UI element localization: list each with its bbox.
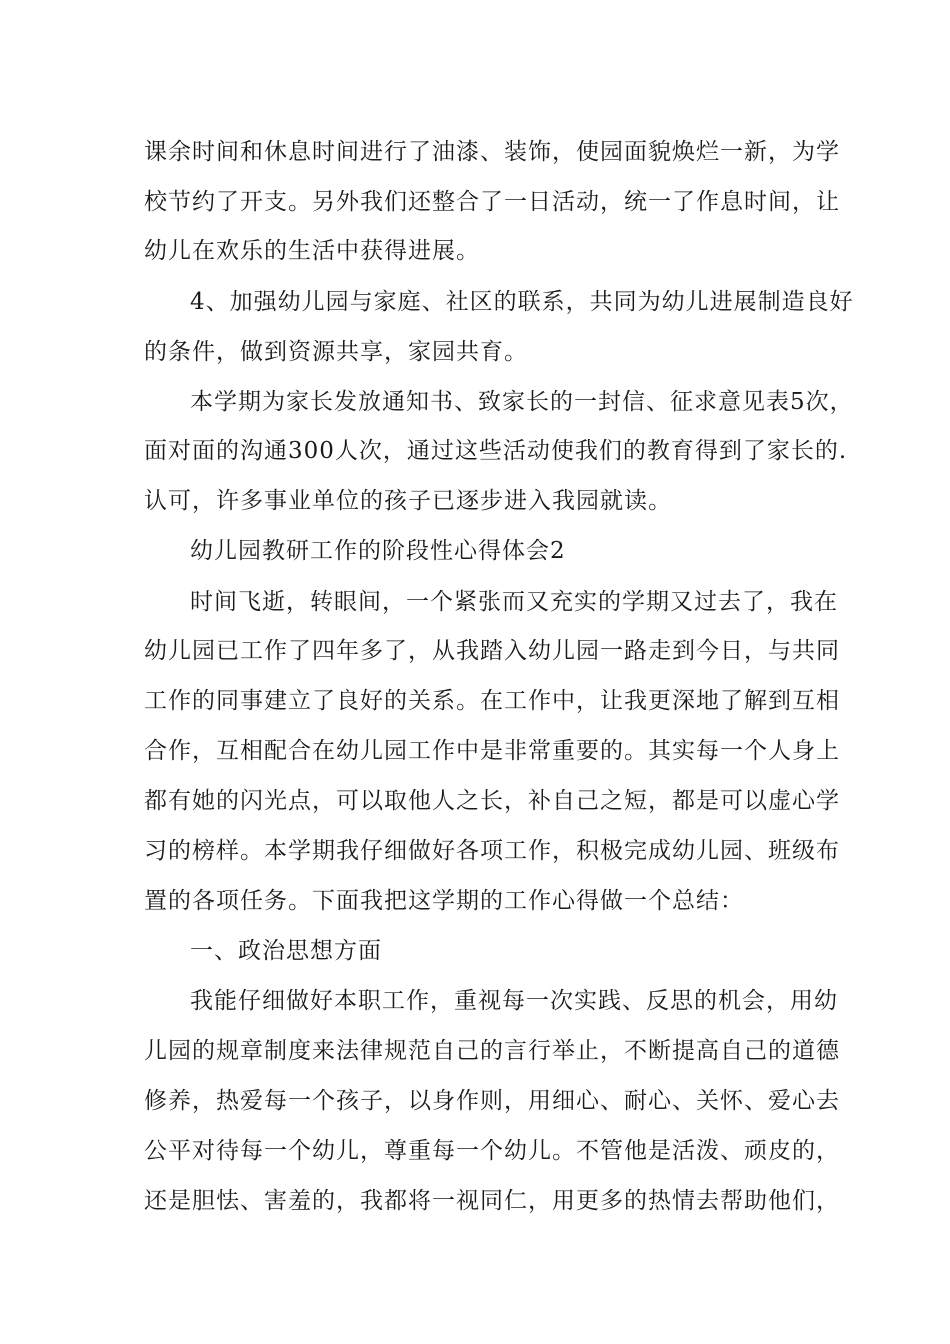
text-line: 儿园的规章制度来法律规范自己的言行举止，不断提高自己的道德 xyxy=(144,1038,840,1064)
text-line: 的条件，做到资源共享，家园共育。 xyxy=(144,339,528,365)
text-line: 幼儿园已工作了四年多了，从我踏入幼儿园一路走到今日，与共同 xyxy=(144,638,840,664)
text-line: 习的榜样。本学期我仔细做好各项工作，积极完成幼儿园、班级布 xyxy=(144,838,840,864)
section-heading: 幼儿园教研工作的阶段性心得体会2 xyxy=(190,538,566,564)
text-line: 置的各项任务。下面我把这学期的工作心得做一个总结： xyxy=(144,888,744,914)
text-line: 修养，热爱每一个孩子，以身作则，用细心、耐心、关怀、爱心去 xyxy=(144,1088,840,1114)
text-line: 合作，互相配合在幼儿园工作中是非常重要的。其实每一个人身上 xyxy=(144,738,840,764)
text-line: 本学期为家长发放通知书、致家长的一封信、征求意见表5次， xyxy=(190,389,854,415)
text-line: 校节约了开支。另外我们还整合了一日活动，统一了作息时间，让 xyxy=(144,189,840,215)
text-line: 面对面的沟通300人次，通过这些活动使我们的教育得到了家长的. xyxy=(144,438,848,464)
text-line: 还是胆怯、害羞的，我都将一视同仁，用更多的热情去帮助他们， xyxy=(144,1188,840,1214)
text-line: 时间飞逝，转眼间，一个紧张而又充实的学期又过去了，我在 xyxy=(190,589,838,615)
text-line: 幼儿在欢乐的生活中获得进展。 xyxy=(144,238,480,264)
text-line: 我能仔细做好本职工作，重视每一次实践、反思的机会，用幼 xyxy=(190,988,838,1014)
text-line: 都有她的闪光点，可以取他人之长，补自己之短，都是可以虚心学 xyxy=(144,788,840,814)
text-line: 工作的同事建立了良好的关系。在工作中，让我更深地了解到互相 xyxy=(144,688,840,714)
text-line: 课余时间和休息时间进行了油漆、装饰，使园面貌焕烂一新，为学 xyxy=(144,139,840,165)
text-line: 认可，许多事业单位的孩子已逐步进入我园就读。 xyxy=(144,488,672,514)
text-line: 4、加强幼儿园与家庭、社区的联系，共同为幼儿进展制造良好 xyxy=(190,289,854,315)
text-line: 公平对待每一个幼儿，尊重每一个幼儿。不管他是活泼、顽皮的， xyxy=(144,1138,840,1164)
section-heading: 一、政治思想方面 xyxy=(190,938,382,964)
